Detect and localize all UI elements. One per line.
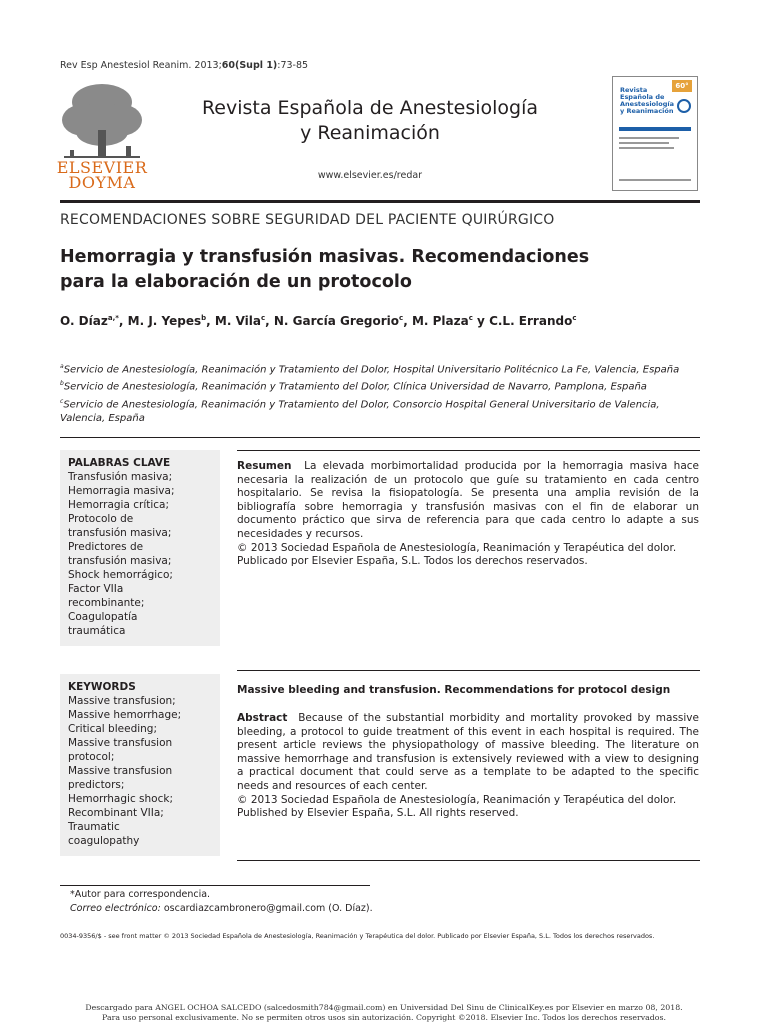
- keyword: Recombinant VIIa;: [68, 807, 164, 819]
- keyword: transfusión masiva;: [68, 527, 172, 539]
- divider: [60, 437, 700, 438]
- author: M. Vila$^c$: [214, 314, 266, 328]
- abstract-en-text: Because of the substantial morbidity and mortality provoked by massive bleeding, a protocol to guide treatment of this event in each hospital is required. The present article reviews the physiopathology of massive bleeding. The literature on massive hemorrhage and transfusion is extensively reviewed with a view to designing a practical document that could serve as a template to be adapted to the specific needs and resources of each center.: [237, 712, 699, 792]
- author: C.L. Errando$^c$: [489, 314, 577, 328]
- keywords-es-heading: PALABRAS CLAVE: [68, 457, 171, 469]
- footnote: [70, 888, 373, 916]
- abstract-es-copyright: © 2013 Sociedad Española de Anestesiología, Reanimación y Terapéutica del dolor. Publicado por Elsevier España, S.L. Todos los derechos reservados.: [237, 541, 677, 568]
- abstract-en-heading: Abstract: [237, 712, 288, 724]
- keyword: protocol;: [68, 751, 115, 763]
- keyword: Hemorragia crítica;: [68, 499, 170, 511]
- corresponding-author-note: *Autor para correspondencia.: [70, 889, 211, 900]
- copyright-line: 0034-9356/$ - see front matter © 2013 Sociedad Española de Anestesiología, Reanimación y Terapéutica del dolor. Publicado por Elsevier España, S.L. Todos los derechos reservados.: [60, 932, 655, 940]
- abstract-es-heading: Resumen: [237, 460, 292, 472]
- keyword: Critical bleeding;: [68, 723, 158, 735]
- author-list: O. Díaz$^{a,*}$, M. J. Yepes$^b$, M. Vila$^c$, N. García Gregorio$^c$, M. Plaza$^c$ y C.L. Errando$^c$: [60, 314, 577, 328]
- affiliation: $^a$Servicio de Anestesiología, Reanimación y Tratamiento del Dolor, Hospital Universitario Politécnico La Fe, Valencia, España: [60, 363, 680, 376]
- abstract-en: [237, 712, 699, 821]
- keyword: Massive transfusion: [68, 765, 173, 777]
- author: O. Díaz$^{a,*}$: [60, 314, 119, 328]
- journal-url[interactable]: www.elsevier.es/redar: [317, 170, 423, 181]
- cover-title: Revista Española de Anestesiología y Reanimación: [620, 86, 674, 115]
- email-label: Correo electrónico:: [70, 903, 161, 914]
- keyword: Shock hemorrágico;: [68, 569, 173, 581]
- author: M. Plaza$^c$: [411, 314, 473, 328]
- cover-badge: 60°: [672, 80, 692, 92]
- keyword: Predictores de: [68, 541, 144, 553]
- keyword: Traumatic: [68, 821, 120, 833]
- keyword: Massive hemorrhage;: [68, 709, 182, 721]
- abstract-en-title: Massive bleeding and transfusion. Recommendations for protocol design: [237, 684, 671, 696]
- footnote-rule: [60, 885, 370, 886]
- keywords-es-box: [60, 450, 220, 646]
- author: M. J. Yepes$^b$: [127, 314, 207, 328]
- keywords-en-box: [60, 674, 220, 856]
- affiliation: $^b$Servicio de Anestesiología, Reanimación y Tratamiento del Dolor, Clínica Universidad de Navarro, Pamplona, España: [60, 380, 647, 393]
- keyword: Protocolo de: [68, 513, 134, 525]
- publisher-logo-text: ELSEVIER DOYMA: [56, 158, 148, 192]
- abstract-es-text: La elevada morbimortalidad producida por la hemorragia masiva hace necesaria la realización de un protocolo que guíe su tratamiento en cada centro hospitalario. Se revisa la fisiopatología. Se presenta una amplia revisión de la bibliografía sobre hemorragia y transfusión masivas con el fin de elaborar un documento práctico que sirva de referencia para que cada centro lo adapte a sus necesidades y recursos.: [237, 460, 699, 540]
- keyword: Hemorragia masiva;: [68, 485, 175, 497]
- abstract-en-copyright: © 2013 Sociedad Española de Anestesiología, Reanimación y Terapéutica del dolor. Published by Elsevier España, S.L. All rights reserved.: [237, 793, 677, 820]
- section-label: RECOMENDACIONES SOBRE SEGURIDAD DEL PACIENTE QUIRÚRGICO: [60, 212, 555, 228]
- keyword: Massive transfusion: [68, 737, 173, 749]
- keyword: Factor VIIa: [68, 583, 124, 595]
- keyword: traumática: [68, 625, 126, 637]
- keyword: coagulopathy: [68, 835, 140, 847]
- citation: Rev Esp Anestesiol Reanim. 2013;60(Supl 1):73-85: [60, 60, 309, 71]
- header-rule: [60, 200, 700, 203]
- abstract-es-top-rule: [237, 450, 700, 451]
- email-address[interactable]: oscardiazcambronero@gmail.com (O. Díaz).: [163, 903, 373, 914]
- keyword: transfusión masiva;: [68, 555, 172, 567]
- keyword: recombinante;: [68, 597, 145, 609]
- journal-title: Revista Española de Anestesiología y Reanimación: [201, 97, 539, 144]
- affiliations: [60, 360, 700, 426]
- abstract-en-top-rule: [237, 670, 700, 671]
- abstract-en-bottom-rule: [237, 860, 700, 861]
- abstract-es: [237, 460, 699, 569]
- author: N. García Gregorio$^c$: [273, 314, 404, 328]
- article-title: Hemorragia y transfusión masivas. Recomendaciones para la elaboración de un protocolo: [60, 247, 590, 292]
- keyword: predictors;: [68, 779, 125, 791]
- keyword: Coagulopatía: [68, 611, 138, 623]
- keyword: Transfusión masiva;: [68, 471, 173, 483]
- download-notice: Descargado para ANGEL OCHOA SALCEDO (salcedosmith784@gmail.com) en Universidad Del Sinu de ClinicalKey.es por Elsevier en marzo 08, 2018. Para uso personal exclusivamente. No se permiten otros usos sin autorización. Copyright ©2018. Elsevier Inc. Todos los derechos reservados.: [85, 1003, 683, 1022]
- cover-emblem-icon: [677, 99, 691, 113]
- keyword: Hemorrhagic shock;: [68, 793, 173, 805]
- keyword: Massive transfusion;: [68, 695, 176, 707]
- keywords-en-heading: KEYWORDS: [68, 681, 136, 693]
- affiliation: $^c$Servicio de Anestesiología, Reanimación y Tratamiento del Dolor, Consorcio Hospital General Universitario de Valencia, Valencia, España: [60, 397, 660, 424]
- journal-cover-thumbnail: [612, 76, 698, 191]
